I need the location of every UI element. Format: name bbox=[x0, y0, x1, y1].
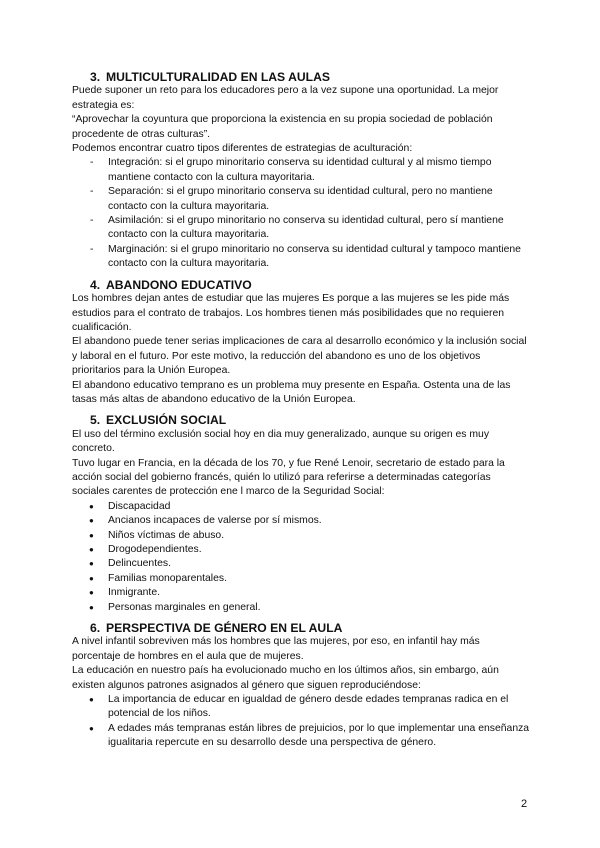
paragraph: La educación en nuestro país ha evolucionado mucho en los últimos años, sin embargo, aún existen algunos patrones asignados al género que siguen reproduciéndose: bbox=[72, 665, 499, 691]
paragraph: El uso del término exclusión social hoy en dia muy generalizado, aunque su origen es muy concreto. bbox=[72, 428, 490, 455]
section-number: 5. bbox=[90, 413, 101, 428]
section-number: 3. bbox=[90, 70, 101, 84]
paragraph: El abandono educativo temprano es un problema muy presente en España. Ostenta una de las tasas más altas de abandono educativo de la Unión Europea. bbox=[72, 379, 511, 405]
section-5-heading bbox=[72, 413, 530, 427]
list-item: ● Inmigrante. bbox=[72, 586, 530, 600]
exclusion-list bbox=[72, 500, 530, 615]
paragraph: Puede suponer un reto para los educadores pero a la vez supone una oportunidad. La mejor estrategia es: bbox=[72, 85, 499, 111]
section-number: 4. bbox=[90, 277, 101, 292]
paragraph: Tuvo lugar en Francia, en la década de los 70, y fue René Lenoir, secretario de estado para la acción social del gobierno francés, quién lo utilizó para referirse a determinadas categorías sociales carentes de protección ene l marco de la Seguridad Social: bbox=[72, 457, 505, 498]
paragraph: Podemos encontrar cuatro tipos diferentes de estrategias de aculturación: bbox=[72, 143, 413, 155]
list-item: ● La importancia de educar en igualdad de género desde edades tempranas radica en el potencial de los niños. bbox=[72, 693, 530, 722]
list-item: - Marginación: si el grupo minoritario no conserva su identidad cultural y tampoco mantiene contacto con la cultura mayoritaria. bbox=[72, 243, 530, 272]
list-item: - Integración: si el grupo minoritario conserva su identidad cultural y al mismo tiempo mantiene contacto con la cultura mayoritaria. bbox=[72, 156, 530, 185]
gender-list bbox=[72, 693, 530, 751]
section-title: MULTICULTURALIDAD EN LAS AULAS bbox=[106, 70, 330, 84]
page-number: 2 bbox=[521, 798, 528, 810]
quote-paragraph: “Aprovechar la coyuntura que proporciona la existencia en su propia sociedad de población procedente de otras culturas”. bbox=[72, 114, 493, 140]
section-4-heading bbox=[72, 278, 530, 292]
paragraph: A nivel infantil sobreviven más los hombres que las mujeres, por eso, en infantil hay más porcentaje de hombres en el aula que de mujeres. bbox=[72, 636, 480, 662]
acculturation-list bbox=[72, 156, 530, 271]
list-item: ● Niños víctimas de abuso. bbox=[72, 529, 530, 543]
list-item: ● Discapacidad bbox=[72, 500, 530, 514]
list-item: - Asimilación: si el grupo minoritario no conserva su identidad cultural, pero sí mantiene contacto con la cultura mayoritaria. bbox=[72, 214, 530, 243]
section-3-heading bbox=[72, 70, 530, 84]
list-item: ● A edades más tempranas están libres de prejuicios, por lo que implementar una enseñanza igualitaria repercute en su desarrollo desde una perspectiva de género. bbox=[72, 722, 530, 751]
list-item: ● Ancianos incapaces de valerse por sí mismos. bbox=[72, 514, 530, 528]
list-item: ● Familias monoparentales. bbox=[72, 572, 530, 586]
section-number: 6. bbox=[90, 621, 101, 636]
section-6-heading bbox=[72, 621, 530, 635]
section-title: ABANDONO EDUCATIVO bbox=[106, 277, 252, 292]
section-title: EXCLUSIÓN SOCIAL bbox=[106, 413, 227, 428]
paragraph: Los hombres dejan antes de estudiar que las mujeres Es porque a las mujeres se les pide más estudios para el contrato de trabajos. Los hombres tienen más posibilidades que no requieren cualificación. bbox=[72, 293, 510, 333]
list-item: - Separación: si el grupo minoritario conserva su identidad cultural, pero no mantiene contacto con la cultura mayoritaria. bbox=[72, 185, 530, 214]
section-title: PERSPECTIVA DE GÉNERO EN EL AULA bbox=[106, 621, 343, 636]
document-page bbox=[72, 70, 530, 751]
list-item: ● Delincuentes. bbox=[72, 557, 530, 571]
paragraph: El abandono puede tener serias implicaciones de cara al desarrollo económico y la inclusión social y laboral en el futuro. Por este motivo, la reducción del abandono es uno de los objetivos prioritarios para la Unión Europea. bbox=[72, 336, 527, 377]
list-item: ● Drogodependientes. bbox=[72, 543, 530, 557]
list-item: ● Personas marginales en general. bbox=[72, 601, 530, 615]
